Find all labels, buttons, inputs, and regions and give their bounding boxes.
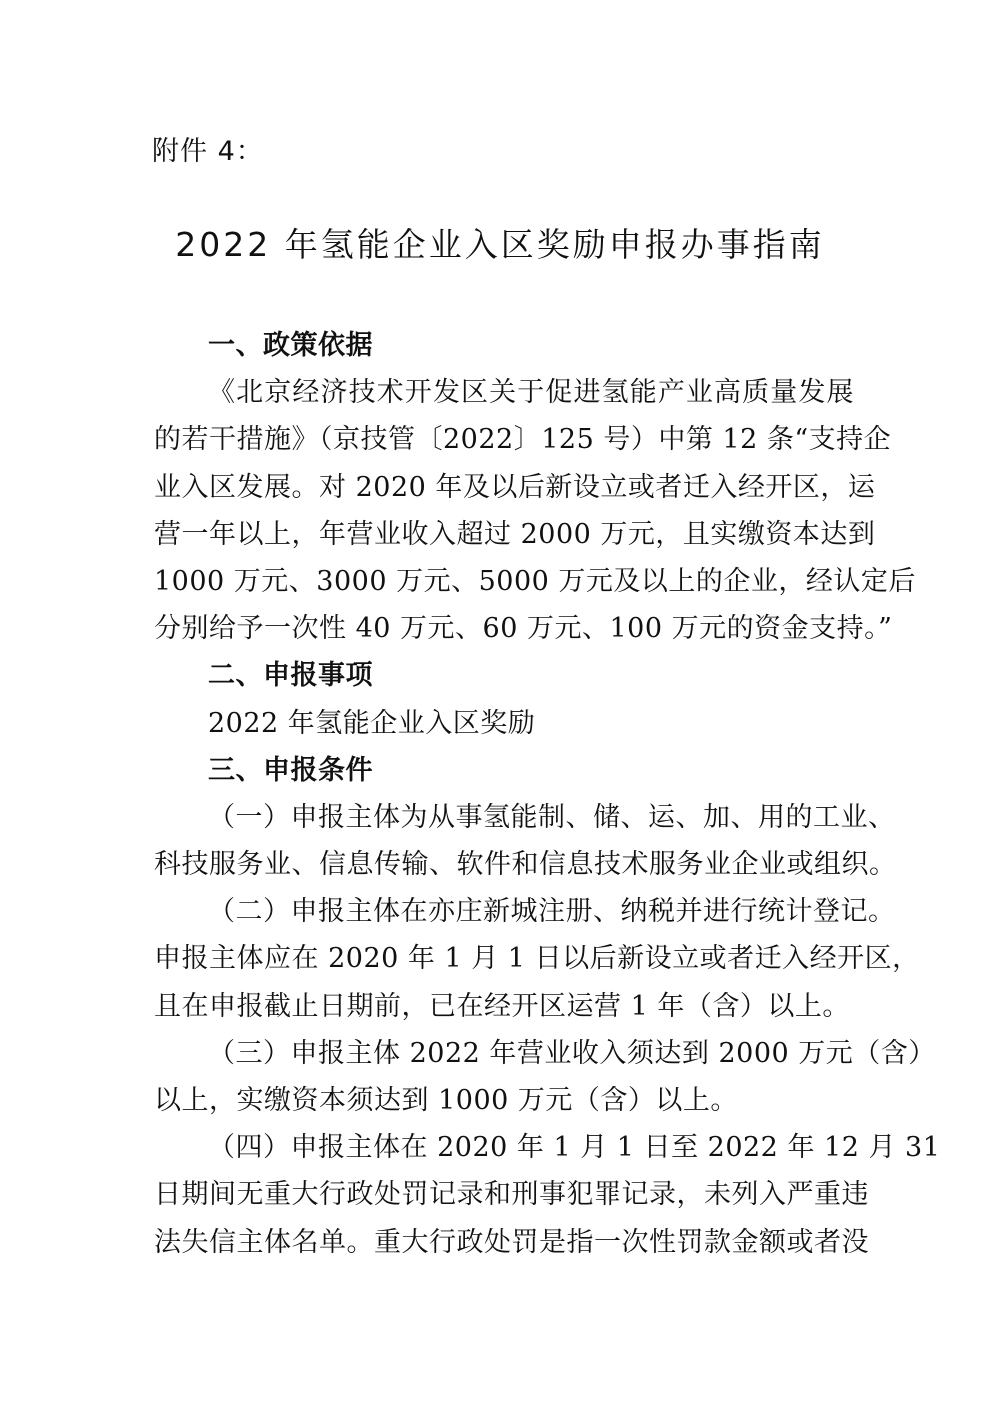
document-title: 2022 年氢能企业入区奖励申报办事指南: [175, 225, 825, 264]
document-body: [154, 322, 941, 1266]
matters-line: 2022 年氢能企业入区奖励: [208, 707, 536, 739]
policy-line: 业入区发展。对 2020 年及以后新设立或者迁入经开区，运: [154, 471, 876, 503]
section-heading-conditions: 三、申报条件: [208, 754, 373, 786]
conditions-line: （三）申报主体 2022 年营业收入须达到 2000 万元（含）: [208, 1037, 936, 1069]
policy-line: 营一年以上，年营业收入超过 2000 万元，且实缴资本达到: [154, 518, 876, 550]
conditions-line: 法失信主体名单。重大行政处罚是指一次性罚款金额或者没: [154, 1226, 869, 1258]
conditions-line: 以上，实缴资本须达到 1000 万元（含）以上。: [154, 1085, 738, 1116]
policy-line: 分别给予一次性 40 万元、60 万元、100 万元的资金支持。”: [154, 613, 893, 645]
policy-line: 的若干措施》（京技管〔2022〕125 号）中第 12 条“支持企: [154, 424, 892, 456]
conditions-line: 日期间无重大行政处罚记录和刑事犯罪记录，未列入严重违: [154, 1179, 869, 1211]
conditions-line: 申报主体应在 2020 年 1 月 1 日以后新设立或者迁入经开区，: [154, 943, 920, 975]
conditions-line: （四）申报主体在 2020 年 1 月 1 日至 2022 年 12 月 31: [208, 1132, 941, 1164]
section-heading-matters: 二、申报事项: [208, 660, 373, 692]
policy-line: 《北京经济技术开发区关于促进氢能产业高质量发展: [208, 377, 854, 409]
policy-line: 1000 万元、3000 万元、5000 万元及以上的企业，经认定后: [154, 565, 916, 597]
conditions-line: 科技服务业、信息传输、软件和信息技术服务业企业或组织。: [154, 849, 897, 881]
attachment-label: 附件 4：: [152, 136, 264, 167]
conditions-line: （二）申报主体在亦庄新城注册、纳税并进行统计登记。: [208, 896, 896, 928]
section-heading-policy: 一、政策依据: [208, 330, 373, 361]
conditions-line: （一）申报主体为从事氢能制、储、运、加、用的工业、: [208, 801, 896, 833]
conditions-line: 且在申报截止日期前，已在经开区运营 1 年（含）以上。: [154, 990, 850, 1022]
